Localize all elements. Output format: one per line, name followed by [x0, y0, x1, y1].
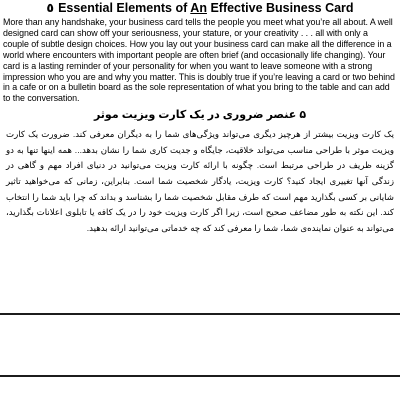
persian-heading: ۵ عنصر ضروری در یک کارت ویزیت موثر [93, 109, 307, 122]
english-paragraph: More than any handshake, your business card tells the people you meet what you’re all about. A well designed card can show off your seriousness, your stature, or your creativity . . . all with only a couple of subtle design choices. How you lay out your business card can make all the difference in a world where encounters with important people are often brief (and occasionally life changing). Your card is a lasting reminder of your personality for when you want to leave someone with a strong impression who you are and why you matter. This is doubly true if you’re leaving a card or two behind in a cafe or on a bulletin board as the sole representation of what you bring to the table and can add to the conversation. [3, 17, 395, 104]
horizontal-rule [0, 375, 400, 377]
title-text-start: Essential Elements of [58, 1, 191, 15]
title-underlined-word: An [190, 1, 207, 15]
horizontal-rule [0, 313, 400, 315]
blank-lined-area [0, 300, 400, 400]
document-title [0, 0, 400, 17]
title-text-end: Effective Business Card [206, 1, 354, 15]
persian-paragraph: یک کارت ویزیت بیشتر از هرچیز دیگری می‌تواند ویژگی‌های شما را به دیگران معرفی کند. ضرورت یک کارت ویزیت موثر با طراحی مناسب می‌تواند خلاقیت، جایگاه و جدیت کاری شما را نشان بدهد... همه اینها تنها به دو گزینه ظریف در طراحی مرتبط است. چگونه با ارائه کارت ویزیت می‌توانید در دنیای افراد مهم و گاهی در زندگی آنها تغییری ایجاد کنید؟ کارت ویزیت، یادگار شخصیت شما است. بنابراین، زمانی که می‌خواهید تاثیر شایانی بر کسی بگذارید مهم است که طرف مقابل شخصیت شما را بشناسد و بداند که چرا باید شما را انتخاب کند. این نکته به طور مضاعف صحیح است، زیرا اگر کارت ویزیت خود را در یک کافه یا تابلوی اعلانات بگذارید، می‌تواند به عنوان نماینده‌ی شما، شما را معرفی کند که چه خدماتی می‌توانید ارائه بدهید. [6, 129, 394, 233]
title-number: ٥ [46, 1, 55, 15]
